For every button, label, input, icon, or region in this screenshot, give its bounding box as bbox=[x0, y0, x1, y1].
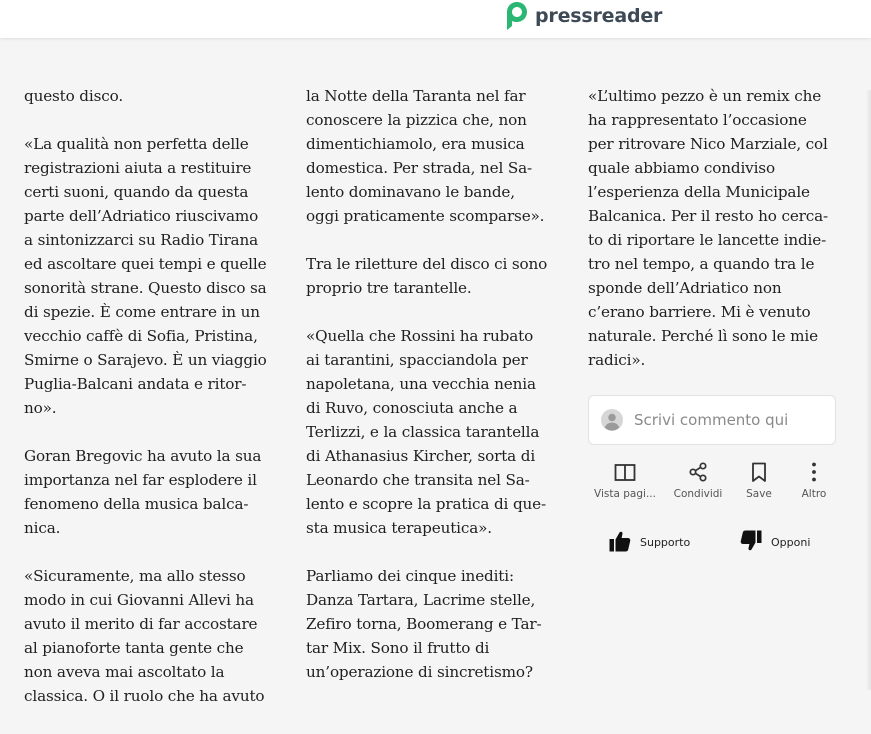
text-line: proprio tre tarantelle. bbox=[306, 279, 472, 297]
text-line: al pianoforte tanta gente che bbox=[24, 639, 244, 657]
text-line: avuto il merito di far accostare bbox=[24, 615, 258, 633]
text-line: napoletana, una vecchia nenia bbox=[306, 375, 536, 393]
text-line: «L’ultimo pezzo è un remix che bbox=[588, 87, 822, 105]
article-paragraph bbox=[306, 324, 568, 540]
text-line: non aveva mai ascoltato la bbox=[24, 663, 225, 681]
text-line: registrazioni aiuta a restituire bbox=[24, 159, 252, 177]
more-button[interactable] bbox=[779, 462, 849, 500]
save-label: Save bbox=[746, 488, 772, 500]
user-avatar-icon bbox=[601, 409, 623, 431]
article-paragraph bbox=[24, 444, 286, 540]
article-column-3 bbox=[588, 84, 850, 396]
text-line: vecchio caffè di Sofia, Pristina, bbox=[24, 327, 258, 345]
text-line: «La qualità non perfetta delle bbox=[24, 135, 249, 153]
top-bar bbox=[0, 0, 871, 38]
article-paragraph bbox=[306, 84, 568, 228]
page-edge-shadow bbox=[866, 90, 871, 690]
text-line: questo disco. bbox=[24, 87, 123, 105]
text-line: Danza Tartara, Lacrime stelle, bbox=[306, 591, 536, 609]
text-line: ha rappresentato l’occasione bbox=[588, 111, 807, 129]
share-button[interactable] bbox=[663, 462, 733, 500]
thumbs-down-icon bbox=[740, 530, 762, 552]
text-line: l’esperienza della Municipale bbox=[588, 183, 810, 201]
text-line: nica. bbox=[24, 519, 61, 537]
text-line: ai tarantini, spacciandola per bbox=[306, 351, 528, 369]
text-line: Zefiro torna, Boomerang e Tar- bbox=[306, 615, 542, 633]
pressreader-logo[interactable] bbox=[505, 0, 662, 32]
article-actions bbox=[588, 462, 838, 506]
text-line: Terlizzi, e la classica tarantella bbox=[306, 423, 540, 441]
text-line: oggi praticamente scomparse». bbox=[306, 207, 545, 225]
oppose-label: Opponi bbox=[771, 536, 811, 549]
comment-input[interactable] bbox=[588, 395, 836, 445]
share-icon bbox=[687, 462, 709, 482]
text-line: to di riportare le lancette indie- bbox=[588, 231, 827, 249]
text-line: conoscere la pizzica che, non bbox=[306, 111, 527, 129]
more-vertical-icon bbox=[803, 462, 825, 482]
text-line: di spezie. È come entrare in un bbox=[24, 303, 260, 321]
text-line: sta musica terapeutica». bbox=[306, 519, 492, 537]
text-line: di Athanasius Kircher, sorta di bbox=[306, 447, 536, 465]
article-paragraph bbox=[588, 84, 850, 372]
text-line: c’erano barriere. Mi è venuto bbox=[588, 303, 811, 321]
text-line: domestica. Per strada, nel Sa- bbox=[306, 159, 533, 177]
book-icon bbox=[614, 462, 636, 482]
text-line: Tra le riletture del disco ci sono bbox=[306, 255, 548, 273]
text-line: importanza nel far esplodere il bbox=[24, 471, 257, 489]
article-paragraph bbox=[306, 564, 568, 684]
article-column-1 bbox=[24, 84, 286, 732]
text-line: di Ruvo, conosciuta anche a bbox=[306, 399, 518, 417]
text-line: fenomeno della musica balca- bbox=[24, 495, 249, 513]
text-line: Puglia-Balcani andata e ritor- bbox=[24, 375, 247, 393]
page-view-label: Vista pagi... bbox=[594, 488, 656, 500]
text-line: Parliamo dei cinque inediti: bbox=[306, 567, 514, 585]
text-line: lento dominavano le bande, bbox=[306, 183, 515, 201]
text-line: Balcanica. Per il resto ho cerca- bbox=[588, 207, 829, 225]
thumbs-up-icon bbox=[609, 530, 631, 552]
article-paragraph bbox=[24, 564, 286, 708]
text-line: tro nel tempo, a quando tra le bbox=[588, 255, 815, 273]
support-button[interactable] bbox=[609, 530, 690, 552]
text-line: Smirne o Sarajevo. È un viaggio bbox=[24, 351, 267, 369]
text-line: naturale. Perché lì sono le mie bbox=[588, 327, 818, 345]
text-line: ed ascoltare quei tempi e quelle bbox=[24, 255, 267, 273]
text-line: parte dell’Adriatico riuscivamo bbox=[24, 207, 259, 225]
more-label: Altro bbox=[801, 488, 827, 500]
text-line: quale abbiamo condiviso bbox=[588, 159, 775, 177]
article-paragraph bbox=[306, 252, 568, 300]
comment-placeholder: Scrivi commento qui bbox=[634, 411, 789, 429]
page-view-button[interactable] bbox=[590, 462, 660, 500]
text-line: Goran Bregovic ha avuto la sua bbox=[24, 447, 262, 465]
article-paragraph bbox=[24, 84, 286, 108]
oppose-button[interactable] bbox=[740, 530, 810, 552]
text-line: lento e scopre la pratica di que- bbox=[306, 495, 546, 513]
text-line: un’operazione di sincretismo? bbox=[306, 663, 533, 681]
text-line: no». bbox=[24, 399, 57, 417]
share-label: Condividi bbox=[673, 488, 723, 500]
text-line: tar Mix. Sono il frutto di bbox=[306, 639, 490, 657]
text-line: per ritrovare Nico Marziale, col bbox=[588, 135, 828, 153]
text-line: sonorità strane. Questo disco sa bbox=[24, 279, 267, 297]
bookmark-icon bbox=[748, 462, 770, 482]
support-label: Supporto bbox=[640, 536, 691, 549]
text-line: dimentichiamolo, era musica bbox=[306, 135, 525, 153]
article-paragraph bbox=[24, 132, 286, 420]
text-line: modo in cui Giovanni Allevi ha bbox=[24, 591, 254, 609]
text-line: «Sicuramente, ma allo stesso bbox=[24, 567, 246, 585]
text-line: Leonardo che transita nel Sa- bbox=[306, 471, 530, 489]
text-line: classica. O il ruolo che ha avuto bbox=[24, 687, 265, 705]
text-line: la Notte della Taranta nel far bbox=[306, 87, 526, 105]
text-line: radici». bbox=[588, 351, 646, 369]
article-column-2 bbox=[306, 84, 568, 708]
text-line: sponde dell’Adriatico non bbox=[588, 279, 782, 297]
text-line: «Quella che Rossini ha rubato bbox=[306, 327, 534, 345]
text-line: a sintonizzarci su Radio Tirana bbox=[24, 231, 258, 249]
pressreader-logo-icon bbox=[505, 0, 529, 32]
brand-name: pressreader bbox=[535, 5, 663, 27]
text-line: certi suoni, quando da questa bbox=[24, 183, 249, 201]
